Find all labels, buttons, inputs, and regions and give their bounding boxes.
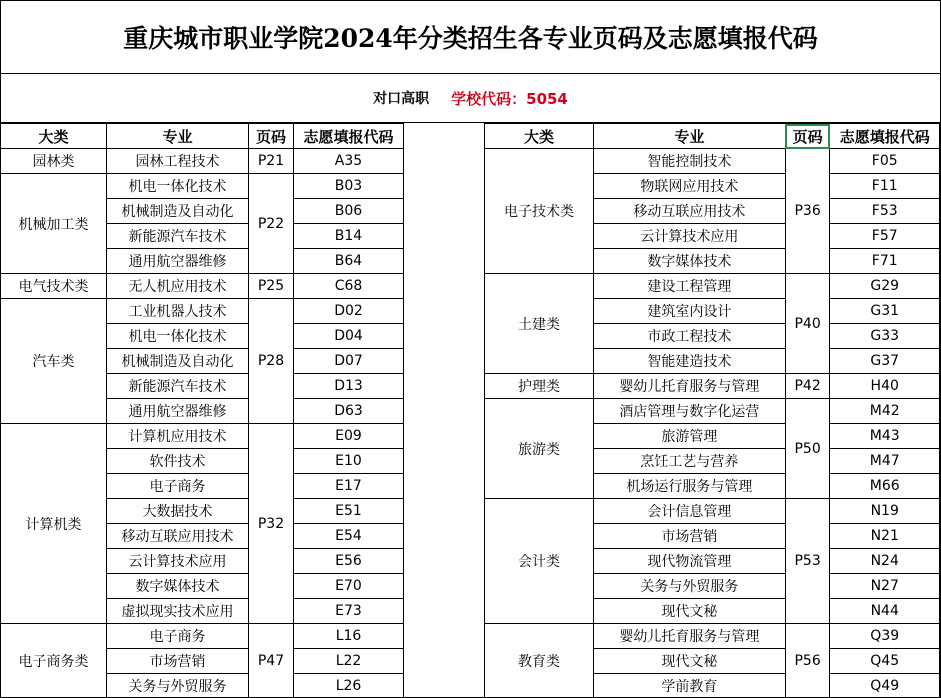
application-code-cell[interactable]: D13 [294, 374, 404, 399]
major-cell[interactable]: 机械制造及自动化 [107, 349, 249, 374]
major-cell[interactable]: 无人机应用技术 [107, 274, 249, 299]
category-cell[interactable]: 电子商务类 [1, 624, 107, 698]
table-row [485, 624, 940, 649]
major-cell[interactable]: 学前教育 [594, 674, 786, 698]
major-cell[interactable]: 工业机器人技术 [107, 299, 249, 324]
application-code-cell[interactable]: L22 [294, 649, 404, 674]
header-category[interactable]: 大类 [485, 124, 594, 149]
major-cell[interactable]: 通用航空器维修 [107, 399, 249, 424]
application-code-cell[interactable]: A35 [294, 149, 404, 174]
application-code-cell[interactable]: L26 [294, 674, 404, 698]
major-cell[interactable]: 通用航空器维修 [107, 249, 249, 274]
page-cell[interactable]: P25 [249, 274, 294, 299]
table-row [485, 499, 940, 524]
application-code-cell[interactable]: F71 [830, 249, 940, 274]
page-cell[interactable]: P53 [785, 499, 830, 624]
left-major-table [0, 123, 404, 698]
major-cell[interactable]: 市场营销 [594, 524, 786, 549]
category-cell[interactable]: 护理类 [485, 374, 594, 399]
application-code-cell[interactable]: B06 [294, 199, 404, 224]
application-code-cell[interactable]: C68 [294, 274, 404, 299]
page-cell[interactable]: P47 [249, 624, 294, 698]
major-cell[interactable]: 婴幼儿托育服务与管理 [594, 374, 786, 399]
application-code-cell[interactable]: Q39 [830, 624, 940, 649]
category-cell[interactable]: 园林类 [1, 149, 107, 174]
major-cell[interactable]: 园林工程技术 [107, 149, 249, 174]
major-cell[interactable]: 软件技术 [107, 449, 249, 474]
table-row [1, 424, 404, 449]
category-cell[interactable]: 计算机类 [1, 424, 107, 624]
application-code-cell[interactable]: E10 [294, 449, 404, 474]
major-cell[interactable]: 物联网应用技术 [594, 174, 786, 199]
major-cell[interactable]: 酒店管理与数字化运营 [594, 399, 786, 424]
header-code[interactable]: 志愿填报代码 [294, 124, 404, 149]
application-code-cell[interactable]: E73 [294, 599, 404, 624]
major-cell[interactable]: 电子商务 [107, 624, 249, 649]
major-cell[interactable]: 机电一体化技术 [107, 174, 249, 199]
page-cell[interactable]: P28 [249, 299, 294, 424]
table-row [1, 149, 404, 174]
major-cell[interactable]: 市场营销 [107, 649, 249, 674]
application-code-cell[interactable]: G29 [830, 274, 940, 299]
page-title: 重庆城市职业学院2024年分类招生各专业页码及志愿填报代码 [1, 1, 940, 74]
major-cell[interactable]: 机场运行服务与管理 [594, 474, 786, 499]
page-cell[interactable]: P22 [249, 174, 294, 274]
admission-category: 对口高职 [373, 91, 430, 107]
application-code-cell[interactable]: Q45 [830, 649, 940, 674]
header-major[interactable]: 专业 [594, 124, 786, 149]
page-cell[interactable]: P50 [785, 399, 830, 499]
application-code-cell[interactable]: M43 [830, 424, 940, 449]
application-code-cell[interactable]: F57 [830, 224, 940, 249]
table-row [485, 399, 940, 424]
table-row [1, 174, 404, 199]
school-code: 学校代码：5054 [451, 89, 568, 108]
category-cell[interactable]: 旅游类 [485, 399, 594, 499]
application-code-cell[interactable]: H40 [830, 374, 940, 399]
application-code-cell[interactable]: G31 [830, 299, 940, 324]
header-page[interactable]: 页码 [249, 124, 294, 149]
major-cell[interactable]: 云计算技术应用 [107, 549, 249, 574]
application-code-cell[interactable]: N19 [830, 499, 940, 524]
application-code-cell[interactable]: N27 [830, 574, 940, 599]
major-cell[interactable]: 机械制造及自动化 [107, 199, 249, 224]
major-cell[interactable]: 旅游管理 [594, 424, 786, 449]
category-cell[interactable]: 教育类 [485, 624, 594, 698]
application-code-cell[interactable]: N21 [830, 524, 940, 549]
application-code-cell[interactable]: E51 [294, 499, 404, 524]
application-code-cell[interactable]: N24 [830, 549, 940, 574]
application-code-cell[interactable]: E70 [294, 574, 404, 599]
major-cell[interactable]: 建设工程管理 [594, 274, 786, 299]
major-cell[interactable]: 移动互联应用技术 [107, 524, 249, 549]
major-cell[interactable]: 计算机应用技术 [107, 424, 249, 449]
major-cell[interactable]: 新能源汽车技术 [107, 224, 249, 249]
category-cell[interactable]: 汽车类 [1, 299, 107, 424]
application-code-cell[interactable]: N44 [830, 599, 940, 624]
page-cell[interactable]: P40 [785, 274, 830, 374]
major-cell[interactable]: 婴幼儿托育服务与管理 [594, 624, 786, 649]
major-cell[interactable]: 大数据技术 [107, 499, 249, 524]
table-row [1, 299, 404, 324]
right-major-table [484, 123, 940, 698]
application-code-cell[interactable]: M66 [830, 474, 940, 499]
major-cell[interactable]: 现代文秘 [594, 649, 786, 674]
category-cell[interactable]: 电子技术类 [485, 149, 594, 274]
header-code[interactable]: 志愿填报代码 [830, 124, 940, 149]
major-cell[interactable]: 关务与外贸服务 [107, 674, 249, 698]
major-cell[interactable]: 数字媒体技术 [107, 574, 249, 599]
header-category[interactable]: 大类 [1, 124, 107, 149]
application-code-cell[interactable]: F05 [830, 149, 940, 174]
major-cell[interactable]: 机电一体化技术 [107, 324, 249, 349]
application-code-cell[interactable]: B03 [294, 174, 404, 199]
major-cell[interactable]: 移动互联应用技术 [594, 199, 786, 224]
table-row [485, 274, 940, 299]
category-cell[interactable]: 机械加工类 [1, 174, 107, 274]
application-code-cell[interactable]: D63 [294, 399, 404, 424]
page-cell[interactable]: P36 [785, 149, 830, 274]
application-code-cell[interactable]: L16 [294, 624, 404, 649]
application-code-cell[interactable]: G37 [830, 349, 940, 374]
subtitle-row [1, 74, 940, 123]
major-cell[interactable]: 虚拟现实技术应用 [107, 599, 249, 624]
application-code-cell[interactable]: F53 [830, 199, 940, 224]
application-code-cell[interactable]: E54 [294, 524, 404, 549]
major-cell[interactable]: 云计算技术应用 [594, 224, 786, 249]
table-header-row [485, 124, 940, 149]
category-cell[interactable]: 土建类 [485, 274, 594, 374]
table-row [485, 374, 940, 399]
major-cell[interactable]: 关务与外贸服务 [594, 574, 786, 599]
category-cell[interactable]: 会计类 [485, 499, 594, 624]
application-code-cell[interactable]: B14 [294, 224, 404, 249]
application-code-cell[interactable]: F11 [830, 174, 940, 199]
major-cell[interactable]: 建筑室内设计 [594, 299, 786, 324]
major-cell[interactable]: 智能控制技术 [594, 149, 786, 174]
major-cell[interactable]: 现代文秘 [594, 599, 786, 624]
table-row [485, 149, 940, 174]
page-cell[interactable]: P56 [785, 624, 830, 698]
application-code-cell[interactable]: D04 [294, 324, 404, 349]
major-cell[interactable]: 现代物流管理 [594, 549, 786, 574]
application-code-cell[interactable]: Q49 [830, 674, 940, 698]
header-page-selected[interactable]: 页码 [785, 124, 830, 149]
header-major[interactable]: 专业 [107, 124, 249, 149]
application-code-cell[interactable]: E56 [294, 549, 404, 574]
application-code-cell[interactable]: M42 [830, 399, 940, 424]
page-cell[interactable]: P32 [249, 424, 294, 624]
application-code-cell[interactable]: D07 [294, 349, 404, 374]
page-cell[interactable]: P21 [249, 149, 294, 174]
category-cell[interactable]: 电气技术类 [1, 274, 107, 299]
major-cell[interactable]: 会计信息管理 [594, 499, 786, 524]
major-cell[interactable]: 智能建造技术 [594, 349, 786, 374]
application-code-cell[interactable]: E09 [294, 424, 404, 449]
major-cell[interactable]: 烹饪工艺与营养 [594, 449, 786, 474]
application-code-cell[interactable]: E17 [294, 474, 404, 499]
major-cell[interactable]: 数字媒体技术 [594, 249, 786, 274]
page-cell[interactable]: P42 [785, 374, 830, 399]
application-code-cell[interactable]: G33 [830, 324, 940, 349]
major-cell[interactable]: 市政工程技术 [594, 324, 786, 349]
major-cell[interactable]: 电子商务 [107, 474, 249, 499]
table-header-row [1, 124, 404, 149]
application-code-cell[interactable]: M47 [830, 449, 940, 474]
application-code-cell[interactable]: B64 [294, 249, 404, 274]
major-cell[interactable]: 新能源汽车技术 [107, 374, 249, 399]
table-row [1, 624, 404, 649]
application-code-cell[interactable]: D02 [294, 299, 404, 324]
table-row [1, 274, 404, 299]
